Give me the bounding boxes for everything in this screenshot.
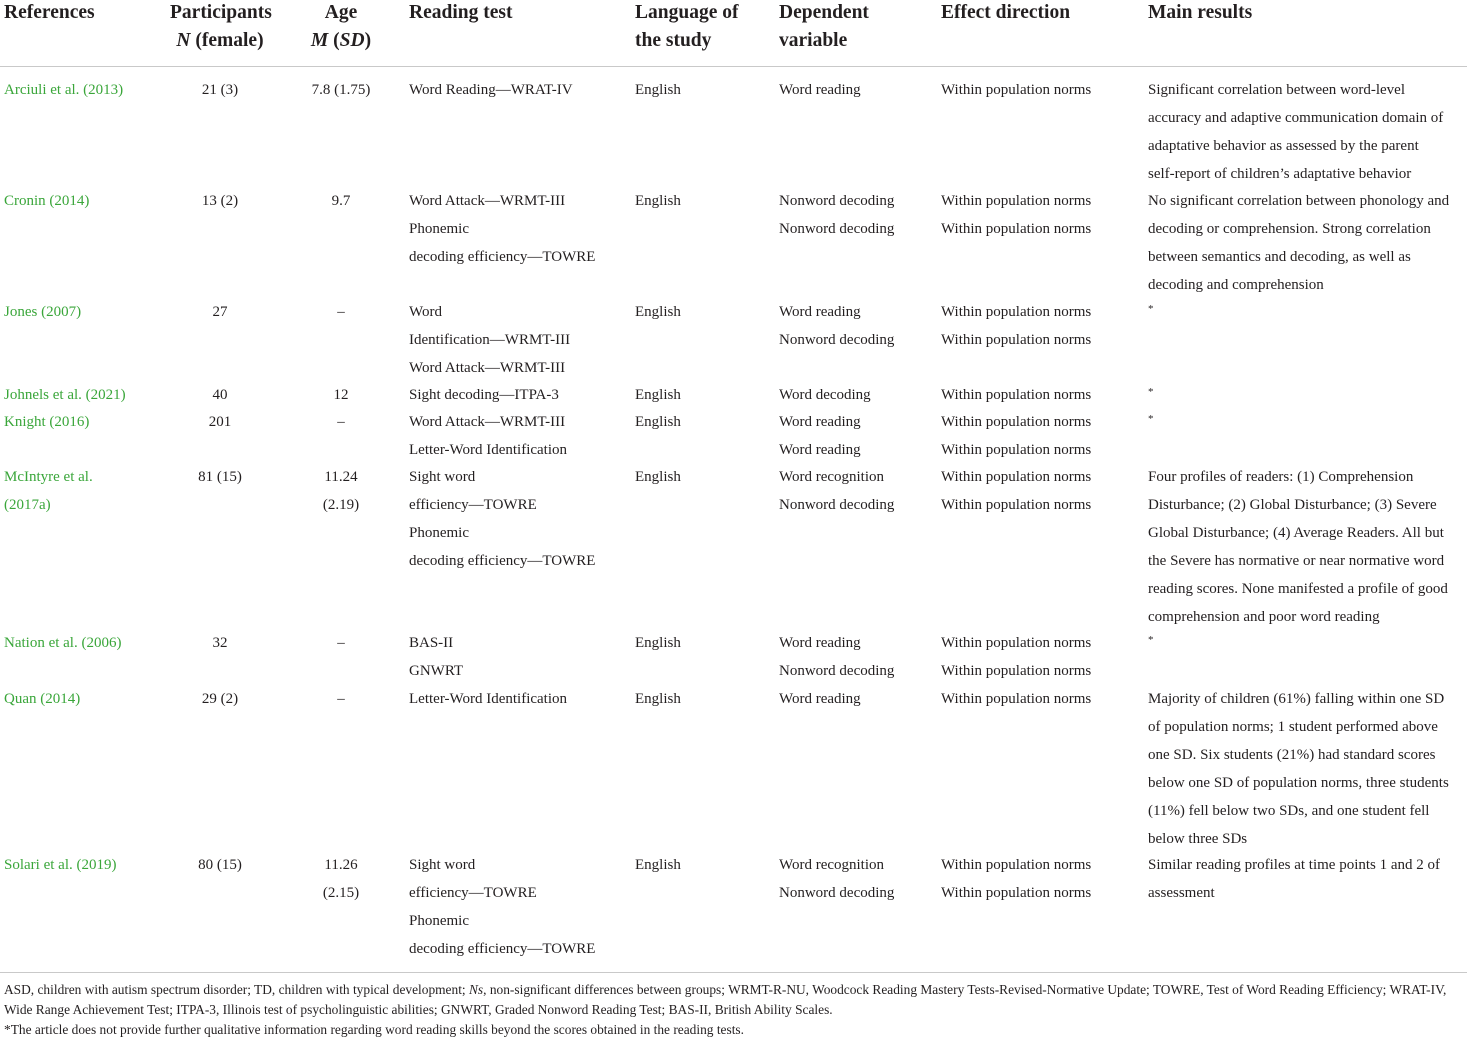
cell-line: Within population norms <box>941 82 1092 98</box>
reference-cell[interactable] <box>4 463 93 519</box>
cell-line: Four profiles of readers: (1) Comprehension <box>1148 469 1414 485</box>
dependent-variable-cell <box>779 187 894 243</box>
header-text-line2 <box>300 27 382 55</box>
main-results-cell <box>1148 76 1443 188</box>
cell-line: Significant correlation between word-level <box>1148 82 1405 98</box>
age-cell <box>300 685 382 713</box>
language-cell <box>635 76 681 104</box>
cell-line: Within population norms <box>941 469 1092 485</box>
participants-cell <box>170 187 270 215</box>
dependent-variable-cell <box>779 463 894 519</box>
cell-line: (2.15) <box>322 885 360 901</box>
cell-line: Word Attack—WRMT-III <box>409 414 566 430</box>
footnote-italic: Ns <box>468 982 484 997</box>
effect-direction-cell <box>941 685 1091 713</box>
cell-line: assessment <box>1148 885 1215 901</box>
cell-line: 32 <box>212 635 228 651</box>
header-text: Reading test <box>409 2 513 23</box>
cell-line: Within population norms <box>941 885 1092 901</box>
cell-line: reading scores. None manifested a profile of good <box>1148 581 1448 597</box>
participants-cell <box>170 298 270 326</box>
reading-test-cell <box>409 76 573 104</box>
header-references <box>4 0 95 27</box>
effect-direction-cell <box>941 381 1091 409</box>
cell-line: Nonword decoding <box>779 663 895 679</box>
main-results-cell <box>1148 629 1154 651</box>
cell-line: Sight decoding—ITPA-3 <box>409 387 559 403</box>
main-results-cell <box>1148 381 1154 403</box>
reference-cell[interactable] <box>4 381 126 409</box>
header-text: ( <box>328 30 340 51</box>
asterisk-marker: * <box>1148 386 1154 398</box>
effect-direction-cell <box>941 187 1091 243</box>
reading-test-cell <box>409 298 570 382</box>
cell-line: below three SDs <box>1148 831 1248 847</box>
header-main-results <box>1148 0 1252 27</box>
header-reading-test <box>409 0 512 27</box>
cell-line: Nonword decoding <box>779 497 895 513</box>
cell-line: Nonword decoding <box>779 221 895 237</box>
asterisk-marker: * <box>1148 303 1154 315</box>
cell-line: – <box>337 304 345 320</box>
cell-line: Nonword decoding <box>779 193 895 209</box>
cell-line: Word recognition <box>779 857 885 873</box>
header-text: ) <box>364 30 372 51</box>
cell-line: No significant correlation between phonology and <box>1148 193 1450 209</box>
reading-test-cell <box>409 187 595 271</box>
age-cell <box>300 76 382 104</box>
main-results-cell <box>1148 408 1154 430</box>
cell-line: 21 (3) <box>201 82 239 98</box>
age-cell <box>300 851 382 907</box>
cell-line: Word Attack—WRMT-III <box>409 360 566 376</box>
cell-line: accuracy and adaptive communication domain of <box>1148 110 1444 126</box>
abbreviations-note <box>4 980 1467 1020</box>
cell-line: English <box>635 387 681 403</box>
effect-direction-cell <box>941 298 1091 354</box>
dependent-variable-cell <box>779 629 894 685</box>
main-results-cell <box>1148 187 1449 299</box>
effect-direction-cell <box>941 851 1091 907</box>
main-results-cell <box>1148 685 1449 853</box>
cell-line: Phonemic <box>409 525 469 541</box>
cell-line: Word Attack—WRMT-III <box>409 193 566 209</box>
cell-line: efficiency—TOWRE <box>409 497 537 513</box>
asterisk-marker: * <box>1148 413 1154 425</box>
dependent-variable-cell <box>779 298 894 354</box>
cell-line: Word reading <box>779 442 861 458</box>
cell-line: Global Disturbance; (4) Average Readers. All but <box>1148 525 1444 541</box>
header-italic: N <box>176 30 191 51</box>
header-dependent-variable <box>779 0 869 55</box>
reading-test-cell <box>409 381 559 409</box>
cell-line: Within population norms <box>941 414 1092 430</box>
cell-line: English <box>635 691 681 707</box>
cell-line: English <box>635 82 681 98</box>
asterisk-marker: * <box>1148 634 1154 646</box>
age-cell <box>300 463 382 519</box>
cell-line: decoding efficiency—TOWRE <box>409 553 596 569</box>
cell-line: below one SD of population norms, three students <box>1148 775 1449 791</box>
footnote-text: , non-significant differences between groups; WRMT-R-NU, Woodcock Reading Mastery Tests-Revised-Normative Update; TOWRE, Test of Word Reading Efficiency; WRAT-IV, Wide Range Achievement Test; ITPA-3, Illinois test of psycholinguistic abilities; GNWRT, Graded Nonword Reading Test; BAS-II, British Ability Scales. <box>4 982 1447 1017</box>
header-text: the study <box>635 30 712 51</box>
cell-line: Within population norms <box>941 332 1092 348</box>
header-text-line2 <box>170 27 270 55</box>
header-text: variable <box>779 30 848 51</box>
cell-line: the Severe has normative or near normative word <box>1148 553 1445 569</box>
asterisk-note: *The article does not provide further qualitative information regarding word reading skills beyond the scores obtained in the reading tests. <box>4 1022 744 1037</box>
age-cell <box>300 381 382 409</box>
header-participants <box>170 0 270 55</box>
language-cell <box>635 685 681 713</box>
footnote-text: ASD, children with autism spectrum disorder; TD, children with typical development; <box>4 982 469 997</box>
cell-line: Disturbance; (2) Global Disturbance; (3) Severe <box>1148 497 1437 513</box>
cell-line: – <box>337 635 345 651</box>
cell-line: English <box>635 304 681 320</box>
cell-line: Within population norms <box>941 221 1092 237</box>
reference-cell[interactable] <box>4 76 123 104</box>
cell-line: Within population norms <box>941 387 1092 403</box>
cell-line: Within population norms <box>941 442 1092 458</box>
table-header <box>0 0 1471 66</box>
participants-cell <box>170 381 270 409</box>
header-rule <box>0 66 1467 67</box>
cell-line: Majority of children (61%) falling within one SD <box>1148 691 1445 707</box>
cell-line: Word Reading—WRAT-IV <box>409 82 573 98</box>
participants-cell <box>170 851 270 879</box>
header-italic: M <box>310 30 329 51</box>
reading-test-cell <box>409 463 595 575</box>
cell-line: decoding or comprehension. Strong correlation <box>1148 221 1431 237</box>
cell-line: 27 <box>212 304 228 320</box>
cell-line: English <box>635 414 681 430</box>
cell-line: Identification—WRMT-III <box>409 332 571 348</box>
cell-line: Within population norms <box>941 193 1092 209</box>
reference-cell[interactable] <box>4 187 89 215</box>
cell-line: (11%) fell below two SDs, and one student fell <box>1148 803 1430 819</box>
cell-line: – <box>337 691 345 707</box>
cell-line: self-report of children’s adaptative behavior <box>1148 166 1412 182</box>
header-text: Main results <box>1148 2 1253 23</box>
cell-line: Similar reading profiles at time points 1 and 2 of <box>1148 857 1441 873</box>
effect-direction-cell <box>941 76 1091 104</box>
cell-line[interactable]: Knight (2016) <box>4 414 90 430</box>
cell-line: (2.19) <box>322 497 360 513</box>
reference-cell[interactable] <box>4 629 121 657</box>
cell-line: decoding efficiency—TOWRE <box>409 941 596 957</box>
cell-line: Word reading <box>779 635 861 651</box>
cell-line[interactable]: McIntyre et al. <box>4 469 93 485</box>
age-cell <box>300 187 382 215</box>
main-results-cell <box>1148 463 1448 631</box>
cell-line[interactable]: (2017a) <box>4 497 51 513</box>
cell-line: Within population norms <box>941 857 1092 873</box>
participants-cell <box>170 685 270 713</box>
cell-line[interactable]: Solari et al. (2019) <box>4 857 117 873</box>
cell-line: Sight word <box>409 857 476 873</box>
reading-test-cell <box>409 629 463 685</box>
reference-cell[interactable] <box>4 298 81 326</box>
participants-cell <box>170 408 270 436</box>
cell-line: Within population norms <box>941 663 1092 679</box>
cell-line: Within population norms <box>941 635 1092 651</box>
reading-test-cell <box>409 685 567 713</box>
language-cell <box>635 851 681 879</box>
cell-line: 9.7 <box>331 193 351 209</box>
participants-cell <box>170 76 270 104</box>
dependent-variable-cell <box>779 408 861 464</box>
cell-line: Sight word <box>409 469 476 485</box>
cell-line: 13 (2) <box>201 193 239 209</box>
footer-rule <box>0 972 1467 973</box>
header-age <box>300 0 382 55</box>
cell-line: Letter-Word Identification <box>409 691 568 707</box>
effect-direction-cell <box>941 408 1091 464</box>
language-cell <box>635 187 681 215</box>
cell-line: Word reading <box>779 414 861 430</box>
effect-direction-cell <box>941 629 1091 685</box>
cell-line: comprehension and poor word reading <box>1148 609 1380 625</box>
cell-line: English <box>635 635 681 651</box>
reading-test-cell <box>409 851 595 963</box>
cell-line[interactable]: Cronin (2014) <box>4 193 90 209</box>
cell-line: Within population norms <box>941 304 1092 320</box>
language-cell <box>635 463 681 491</box>
effect-direction-cell <box>941 463 1091 519</box>
main-results-cell <box>1148 851 1440 907</box>
reading-test-cell <box>409 408 567 464</box>
cell-line: Nonword decoding <box>779 885 895 901</box>
header-text: Participants <box>170 2 272 23</box>
header-text: Dependent <box>779 2 869 23</box>
cell-line: 201 <box>208 414 232 430</box>
dependent-variable-cell <box>779 851 894 907</box>
participants-cell <box>170 629 270 657</box>
age-cell <box>300 629 382 657</box>
cell-line: one SD. Six students (21%) had standard scores <box>1148 747 1436 763</box>
cell-line: Phonemic <box>409 913 469 929</box>
header-text: Age <box>324 2 358 23</box>
header-text: (female) <box>190 30 264 51</box>
cell-line: 12 <box>333 387 349 403</box>
header-effect-direction <box>941 0 1070 27</box>
header-italic: SD <box>339 30 365 51</box>
reference-cell[interactable] <box>4 408 89 436</box>
cell-line: Word decoding <box>779 387 871 403</box>
participants-cell <box>170 463 270 491</box>
reference-cell[interactable] <box>4 685 80 713</box>
cell-line[interactable]: Arciuli et al. (2013) <box>4 82 124 98</box>
cell-line: of population norms; 1 student performed above <box>1148 719 1438 735</box>
cell-line: 80 (15) <box>198 857 242 873</box>
cell-line: adaptative behavior as assessed by the parent <box>1148 138 1419 154</box>
cell-line: English <box>635 857 681 873</box>
header-text: Effect direction <box>941 2 1071 23</box>
main-results-cell <box>1148 298 1154 320</box>
header-text: Language of <box>635 2 739 23</box>
cell-line: Word recognition <box>779 469 885 485</box>
cell-line: Word reading <box>779 82 861 98</box>
cell-line: English <box>635 193 681 209</box>
language-cell <box>635 629 681 657</box>
reference-cell[interactable] <box>4 851 116 879</box>
cell-line: Word <box>409 304 442 320</box>
cell-line: 11.24 <box>324 469 358 485</box>
cell-line: efficiency—TOWRE <box>409 885 537 901</box>
cell-line: decoding efficiency—TOWRE <box>409 249 596 265</box>
cell-line: GNWRT <box>409 663 464 679</box>
age-cell <box>300 408 382 436</box>
cell-line: Within population norms <box>941 691 1092 707</box>
table-footnote <box>4 980 1467 1040</box>
cell-line: 81 (15) <box>198 469 242 485</box>
dependent-variable-cell <box>779 76 861 104</box>
cell-line: Word reading <box>779 691 861 707</box>
cell-line[interactable]: Quan (2014) <box>4 691 81 707</box>
cell-line: BAS-II <box>409 635 454 651</box>
cell-line: between semantics and decoding, as well as <box>1148 249 1411 265</box>
cell-line: – <box>337 414 345 430</box>
header-language <box>635 0 738 55</box>
dependent-variable-cell <box>779 685 861 713</box>
cell-line: Word reading <box>779 304 861 320</box>
header-text: References <box>4 2 95 23</box>
cell-line[interactable]: Nation et al. (2006) <box>4 635 122 651</box>
cell-line: 29 (2) <box>201 691 239 707</box>
language-cell <box>635 381 681 409</box>
cell-line[interactable]: Jones (2007) <box>4 304 82 320</box>
cell-line: Phonemic <box>409 221 469 237</box>
cell-line[interactable]: Johnels et al. (2021) <box>4 387 126 403</box>
cell-line: Nonword decoding <box>779 332 895 348</box>
age-cell <box>300 298 382 326</box>
dependent-variable-cell <box>779 381 871 409</box>
cell-line: English <box>635 469 681 485</box>
cell-line: 11.26 <box>324 857 358 873</box>
language-cell <box>635 408 681 436</box>
cell-line: Letter-Word Identification <box>409 442 568 458</box>
cell-line: 7.8 (1.75) <box>311 82 371 98</box>
cell-line: Within population norms <box>941 497 1092 513</box>
cell-line: decoding and comprehension <box>1148 277 1324 293</box>
language-cell <box>635 298 681 326</box>
cell-line: 40 <box>212 387 228 403</box>
